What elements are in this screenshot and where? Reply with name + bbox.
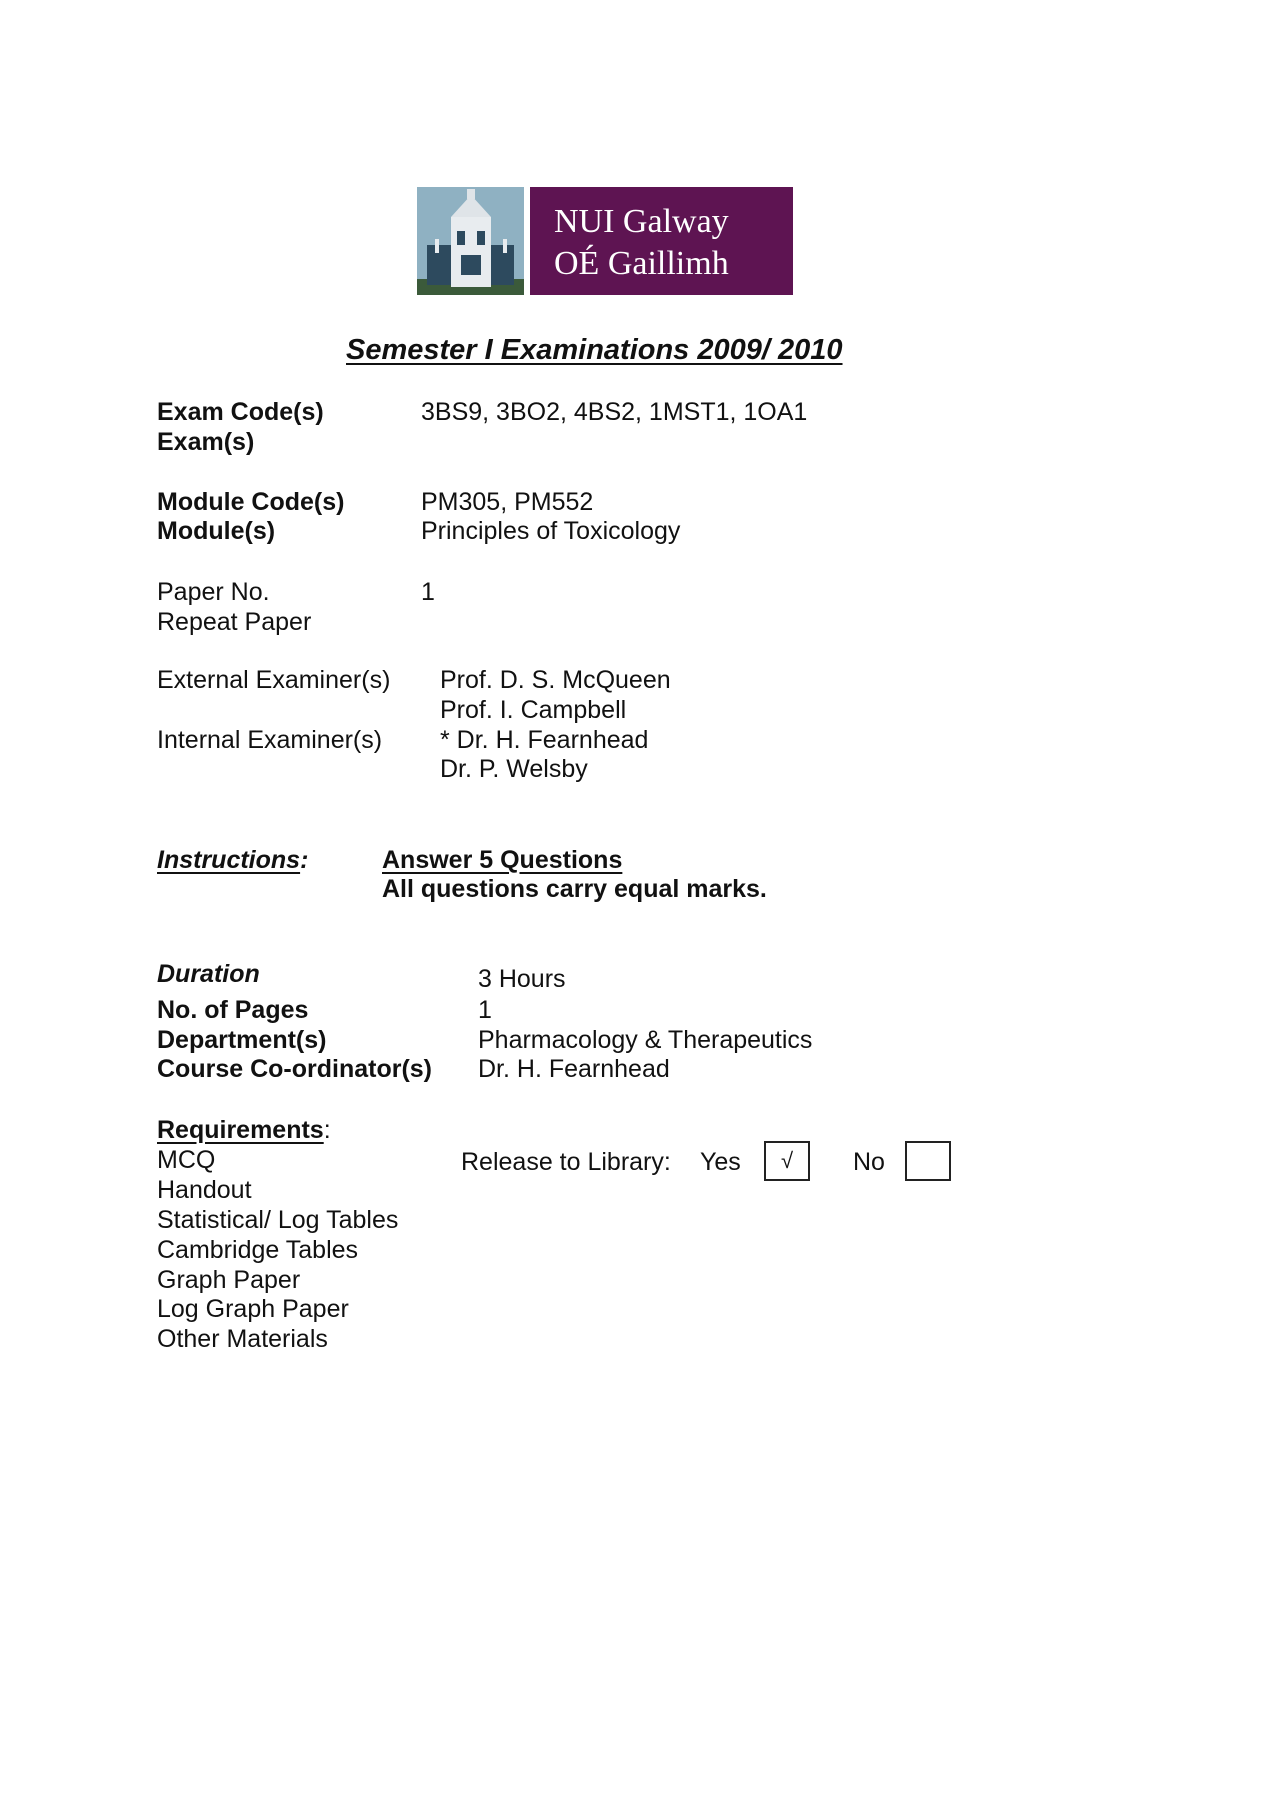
modules-value: Principles of Toxicology bbox=[421, 517, 681, 545]
requirement-item: Cambridge Tables bbox=[157, 1236, 359, 1264]
quadrangle-tower-icon bbox=[417, 187, 524, 295]
requirements-heading bbox=[157, 1118, 331, 1143]
internal-examiner-2: Dr. P. Welsby bbox=[440, 755, 588, 783]
requirement-item: Log Graph Paper bbox=[157, 1295, 349, 1323]
pages-label: No. of Pages bbox=[157, 996, 309, 1024]
logo-name-english: NUI Galway bbox=[554, 203, 729, 240]
modules-label: Module(s) bbox=[157, 517, 276, 545]
duration-value: 3 Hours bbox=[478, 965, 566, 993]
internal-examiners-label: Internal Examiner(s) bbox=[157, 726, 383, 754]
coordinator-label: Course Co-ordinator(s) bbox=[157, 1055, 432, 1083]
requirement-item: Graph Paper bbox=[157, 1266, 301, 1294]
exams-label: Exam(s) bbox=[157, 428, 255, 456]
paper-no-value: 1 bbox=[421, 578, 435, 606]
instructions-label: Instructions bbox=[157, 846, 301, 874]
requirements-label: Requirements bbox=[157, 1116, 324, 1144]
external-examiners-label: External Examiner(s) bbox=[157, 666, 391, 694]
instructions-colon: : bbox=[300, 846, 309, 874]
exam-codes-value: 3BS9, 3BO2, 4BS2, 1MST1, 1OA1 bbox=[421, 398, 808, 426]
requirement-item: Handout bbox=[157, 1176, 252, 1204]
logo-name-irish: OÉ Gaillimh bbox=[554, 245, 729, 282]
page-title: Semester I Examinations 2009/ 2010 bbox=[346, 334, 843, 366]
release-yes-checkbox[interactable]: √ bbox=[764, 1141, 810, 1181]
requirement-item: MCQ bbox=[157, 1146, 216, 1174]
department-label: Department(s) bbox=[157, 1026, 327, 1054]
release-no-checkbox[interactable] bbox=[905, 1141, 951, 1181]
external-examiner-2: Prof. I. Campbell bbox=[440, 696, 627, 724]
requirement-item: Other Materials bbox=[157, 1325, 328, 1353]
duration-label: Duration bbox=[157, 960, 260, 988]
logo-name-panel bbox=[530, 187, 793, 295]
pages-value: 1 bbox=[478, 996, 492, 1024]
release-label: Release to Library: bbox=[461, 1148, 671, 1176]
instructions-line-2: All questions carry equal marks. bbox=[382, 875, 767, 903]
release-yes-label: Yes bbox=[700, 1148, 741, 1176]
module-codes-label: Module Code(s) bbox=[157, 488, 345, 516]
requirements-colon: : bbox=[323, 1116, 331, 1144]
release-no-label: No bbox=[853, 1148, 885, 1176]
department-value: Pharmacology & Therapeutics bbox=[478, 1026, 813, 1054]
coordinator-value: Dr. H. Fearnhead bbox=[478, 1055, 670, 1083]
module-codes-value: PM305, PM552 bbox=[421, 488, 594, 516]
paper-no-label: Paper No. bbox=[157, 578, 270, 606]
exam-codes-label: Exam Code(s) bbox=[157, 398, 324, 426]
requirement-item: Statistical/ Log Tables bbox=[157, 1206, 399, 1234]
repeat-paper-label: Repeat Paper bbox=[157, 608, 312, 636]
external-examiner-1: Prof. D. S. McQueen bbox=[440, 666, 671, 694]
nui-galway-logo bbox=[417, 187, 793, 295]
internal-examiner-1: * Dr. H. Fearnhead bbox=[440, 726, 649, 754]
instructions-heading bbox=[157, 848, 308, 873]
instructions-line-1: Answer 5 Questions bbox=[382, 846, 623, 874]
